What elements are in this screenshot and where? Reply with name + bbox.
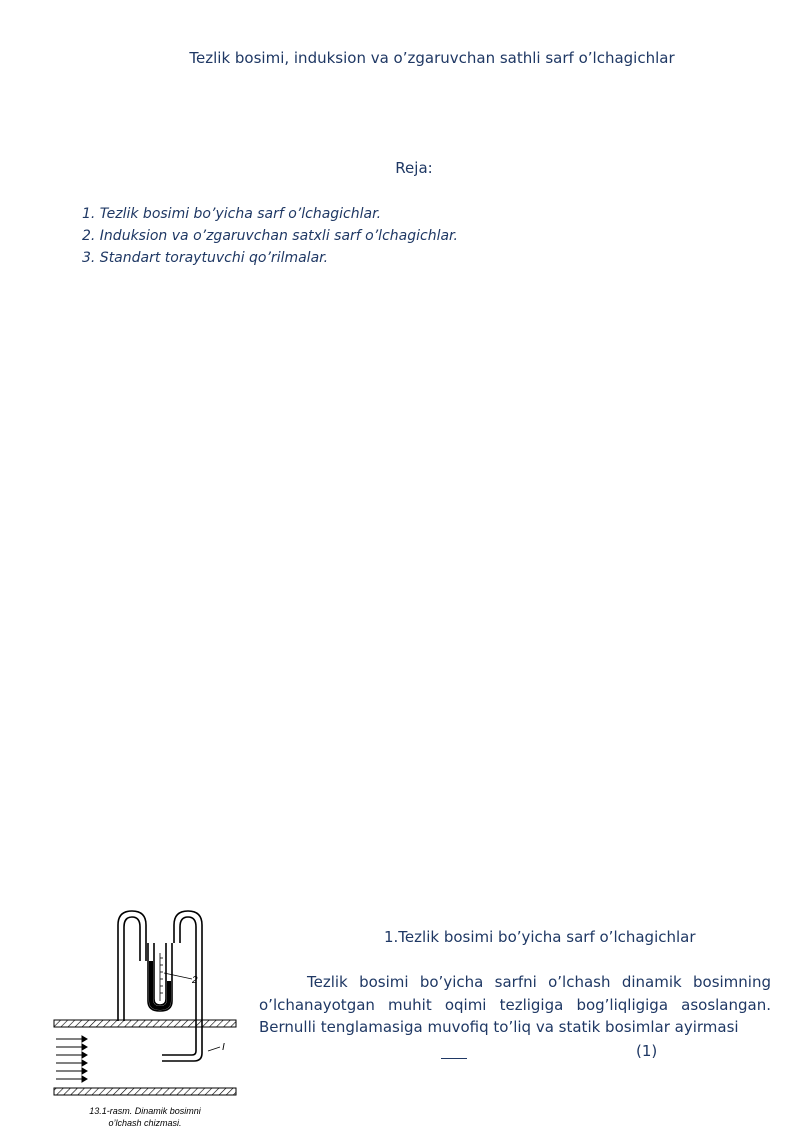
plan-item-3: 3. Standart toraytuvchi qo’rilmalar. [82, 250, 329, 266]
plan-item-2: 2. Induksion va o’zgaruvchan satxli sarf o’lchagichlar. [82, 228, 458, 244]
caption-line-1: 13.1-rasm. Dinamik bosimni [89, 1106, 201, 1116]
equation-fraction-line [441, 1058, 467, 1059]
section-heading: 1.Tezlik bosimi bo’yicha sarf o’lchagichlar [384, 928, 696, 946]
manometer-scale [160, 953, 192, 1001]
flow-arrows [56, 1036, 87, 1082]
figure-caption [50, 1105, 240, 1129]
caption-line-2: o’lchash chizmasi. [108, 1118, 182, 1128]
pipe-wall-top [54, 1020, 236, 1027]
pipe-wall-bottom [54, 1088, 236, 1095]
page-title: Tezlik bosimi, induksion va o’zgaruvchan sathli sarf o’lchagichlar [189, 49, 675, 67]
figure-label-2: 2 [192, 975, 198, 986]
dynamic-pressure-diagram [50, 903, 240, 1103]
equation-number: (1) [636, 1042, 658, 1060]
plan-list [82, 203, 458, 269]
static-pressure-tube [118, 911, 146, 1021]
plan-item-1: 1. Tezlik bosimi bo’yicha sarf o’lchagichlar. [82, 206, 382, 222]
plan-heading: Reja: [395, 159, 433, 177]
body-paragraph: Tezlik bosimi bo’yicha sarfni o’lchash dinamik bosimning o’lchanayotgan muhit oqimi tezligiga bog’liqligiga asoslangan. Bernulli tenglamasiga muvofiq to’liq va statik bosimlar ayirmasi [259, 973, 771, 1036]
figure-label-1: I [222, 1042, 225, 1053]
